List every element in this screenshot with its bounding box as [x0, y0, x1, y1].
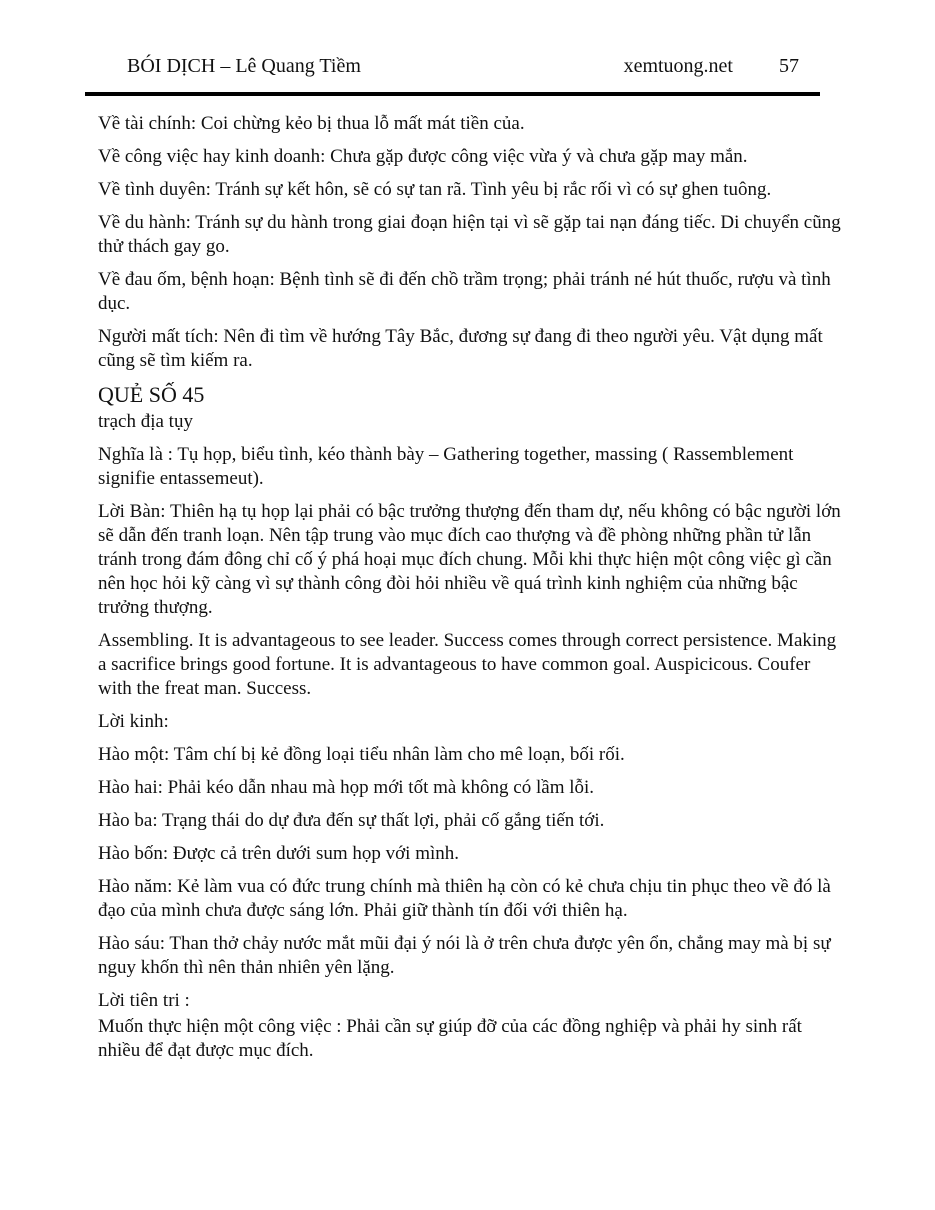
hexagram-subheading: trạch địa tụy: [98, 411, 193, 432]
paragraph-loi-tien-tri: Lời tiên tri :: [98, 990, 190, 1011]
paragraph-hao-ba: Hào ba: Trạng thái do dự đưa đến sự thất lợi, phải cố gắng tiến tới.: [98, 810, 605, 831]
paragraph-loi-ban: Lời Bàn: Thiên hạ tụ họp lại phải có bậc trưởng thượng đến tham dự, nếu không có bậc người lớn sẽ dẫn đến tranh loạn. Nên tập trung vào mục đích cao thượng và đề phòng những phần tử lẫn tránh trong đám đông chỉ cố ý phá hoại mục đích chung. Mỗi khi thực hiện một công việc gì cần nên học hỏi kỹ càng vì sự thành công đòi hỏi nhiều về quá trình kinh nghiệm của những bậc trưởng thượng.: [98, 501, 841, 618]
page-header: [127, 55, 799, 77]
paragraph-ve-cong-viec: Về công việc hay kinh doanh: Chưa gặp được công việc vừa ý và chưa gặp may mắn.: [98, 146, 748, 167]
paragraph-loi-kinh: Lời kinh:: [98, 711, 169, 732]
paragraph-ve-dau-om: Về đau ốm, bệnh hoạn: Bệnh tình sẽ đi đến chồ trầm trọng; phải tránh né hút thuốc, rượu và tình dục.: [98, 269, 831, 314]
book-title: BÓI DỊCH – Lê Quang Tiềm: [127, 55, 361, 77]
paragraph-english-judgment: Assembling. It is advantageous to see leader. Success comes through correct persistence. Making a sacrifice brings good fortune. It is advantageous to have common goal. Auspicicous. Coufer with the freat man. Success.: [98, 630, 837, 699]
hexagram-heading: QUẺ SỐ 45: [98, 382, 205, 407]
paragraph-hao-sau: Hào sáu: Than thở chảy nước mắt mũi đại ý nói là ở trên chưa được yên ổn, chẳng may mà bị sự nguy khốn thì nên thản nhiên yên lặng.: [98, 933, 831, 978]
paragraph-nghia-la: Nghĩa là : Tụ họp, biểu tình, kéo thành bày – Gathering together, massing ( Rassemblement signifie entassemeut).: [98, 444, 794, 489]
paragraph-hao-mot: Hào một: Tâm chí bị kẻ đồng loại tiểu nhân làm cho mê loạn, bối rối.: [98, 744, 625, 765]
page-content: [98, 103, 845, 1072]
paragraph-hao-nam: Hào năm: Kẻ làm vua có đức trung chính mà thiên hạ còn có kẻ chưa chịu tin phục theo về đó là đạo của mình chưa được sáng lớn. Phải giữ thành tín đối với thiên hạ.: [98, 876, 831, 921]
header-rule: [85, 92, 820, 96]
paragraph-nguoi-mat-tich: Người mất tích: Nên đi tìm về hướng Tây Bắc, đương sự đang đi theo người yêu. Vật dụng mất cũng sẽ tìm kiếm ra.: [98, 326, 823, 371]
header-right-group: [624, 55, 799, 77]
paragraph-hao-bon: Hào bốn: Được cả trên dưới sum họp với mình.: [98, 843, 460, 864]
page-number: 57: [779, 55, 799, 77]
paragraph-ve-tinh-duyen: Về tình duyên: Tránh sự kết hôn, sẽ có sự tan rã. Tình yêu bị rắc rối vì có sự ghen tuông.: [98, 179, 772, 200]
paragraph-hao-hai: Hào hai: Phải kéo dẫn nhau mà họp mới tốt mà không có lầm lỗi.: [98, 777, 595, 798]
paragraph-ve-du-hanh: Về du hành: Tránh sự du hành trong giai đoạn hiện tại vì sẽ gặp tai nạn đáng tiếc. Di chuyển cũng thử thách gay go.: [98, 212, 841, 257]
site-name: xemtuong.net: [623, 55, 733, 77]
paragraph-ve-tai-chinh: Về tài chính: Coi chừng kẻo bị thua lỗ mất mát tiền của.: [98, 113, 525, 134]
paragraph-muon-thuc-hien: Muốn thực hiện một công việc : Phải cần sự giúp đỡ của các đồng nghiệp và phải hy sinh rất nhiều để đạt được mục đích.: [98, 1016, 802, 1061]
